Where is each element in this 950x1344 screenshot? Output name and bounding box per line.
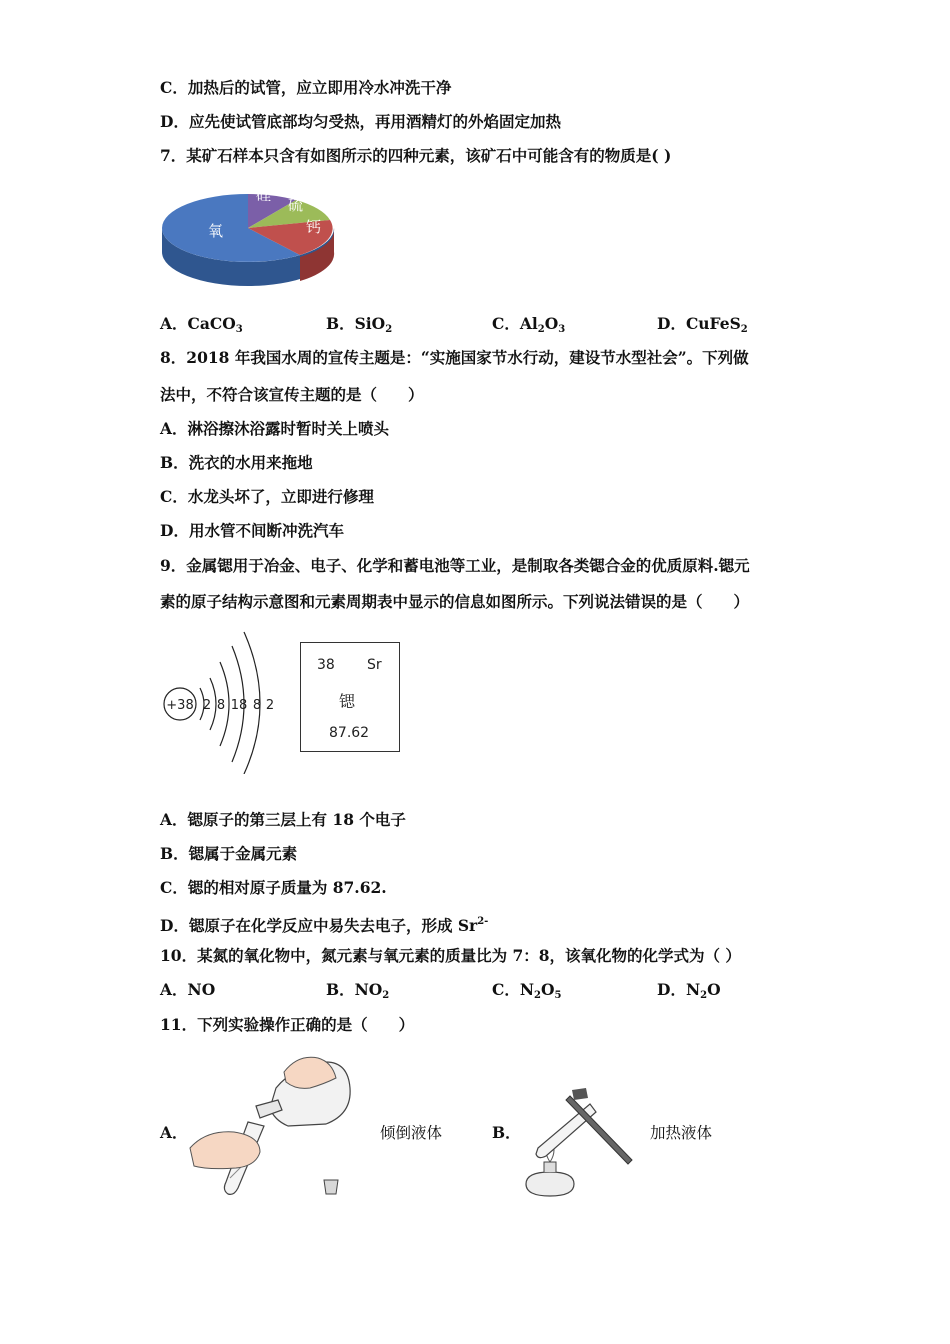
q11-option-b-label: B． [492, 1123, 521, 1142]
q10-option-d: D．$N_2O$ [657, 980, 721, 1001]
shell-electrons-4: 8 [252, 698, 262, 713]
shell-electrons-1: 2 [202, 698, 212, 713]
element-symbol: Sr [367, 657, 382, 673]
q6-option-d: D．应先使试管底部均匀受热，再用酒精灯的外焰固定加热 [160, 112, 561, 131]
atomic-structure-diagram [158, 628, 280, 774]
q7-option-b: B．SiO$_2$ [326, 314, 393, 335]
heating-liquid-illustration [520, 1084, 640, 1202]
pie-label-sulfur: 硫 [288, 196, 304, 214]
pie-label-silicon: 硅 [256, 186, 272, 204]
shell-electrons-3: 18 [230, 698, 248, 713]
pie-label-calcium: 钙 [306, 218, 322, 236]
q11-option-b-caption: 加热液体 [650, 1124, 713, 1142]
nucleus-charge: +38 [166, 698, 194, 713]
q8-option-c: C．水龙头坏了，立即进行修理 [160, 487, 374, 506]
q9-stem-line1: 9．金属锶用于冶金、电子、化学和蓄电池等工业，是制取各类锶合金的优质原料.锶元 [160, 556, 750, 575]
q8-option-b: B．洗衣的水用来拖地 [160, 453, 313, 472]
q7-stem: 7．某矿石样本只含有如图所示的四种元素，该矿石中可能含有的物质是( ) [160, 146, 672, 165]
q8-stem-line2: 法中，不符合该宣传主题的是（ ） [160, 385, 424, 404]
shell-electrons-5: 2 [265, 698, 275, 713]
atomic-mass: 87.62 [329, 725, 370, 741]
heated-test-tube [536, 1104, 596, 1158]
q9-option-c: C．锶的相对原子质量为 87.62. [160, 878, 387, 897]
q10-option-c: C．$N_2O_5$ [492, 980, 562, 1001]
holder-clip [572, 1088, 588, 1100]
lamp-wick-holder [544, 1162, 556, 1172]
q8-stem-line1: 8．2018 年我国水周的宣传主题是：“实施国家节水行动，建设节水型社会”。下列做 [160, 348, 749, 367]
q9-option-d: D．锶原子在化学反应中易失去电子，形成 $Sr^{2-}$ [160, 916, 489, 935]
element-pie-chart [158, 178, 338, 286]
q11-stem: 11．下列实验操作正确的是（ ） [160, 1015, 415, 1034]
q10-option-b: B．$NO_2$ [326, 980, 390, 1001]
q7-option-c: C．$Al_2O_3$ [492, 314, 566, 335]
q10-option-a: A．NO [160, 980, 216, 999]
q7-option-d: D．CuFeS$_2$ [657, 314, 748, 335]
q9-option-b: B．锶属于金属元素 [160, 844, 298, 863]
q9-stem-line2: 素的原子结构示意图和元素周期表中显示的信息如图所示。下列说法错误的是（ ） [160, 592, 750, 611]
q10-stem: 10．某氮的氧化物中，氮元素与氧元素的质量比为 7：8，该氧化物的化学式为（ ） [160, 946, 741, 965]
bottle-stopper [324, 1180, 338, 1194]
q8-option-a: A．淋浴擦沐浴露时暂时关上喷头 [160, 419, 390, 438]
q11-option-a-label: A． [160, 1123, 188, 1142]
pouring-liquid-illustration [186, 1048, 358, 1200]
alcohol-lamp [526, 1172, 574, 1196]
q7-option-a: A．CaCO$_3$ [160, 314, 243, 335]
shell-electrons-2: 8 [216, 698, 226, 713]
periodic-table-cell [300, 642, 400, 752]
pie-label-oxygen: 氧 [208, 222, 224, 240]
q9-option-a: A．锶原子的第三层上有 18 个电子 [160, 810, 406, 829]
element-name: 锶 [339, 692, 356, 711]
hand-holding-tube [190, 1132, 260, 1169]
atomic-number: 38 [317, 657, 335, 673]
q11-option-a-caption: 倾倒液体 [380, 1124, 443, 1142]
q6-option-c: C．加热后的试管，应立即用冷水冲洗干净 [160, 78, 452, 97]
q8-option-d: D．用水管不间断冲洗汽车 [160, 521, 344, 540]
